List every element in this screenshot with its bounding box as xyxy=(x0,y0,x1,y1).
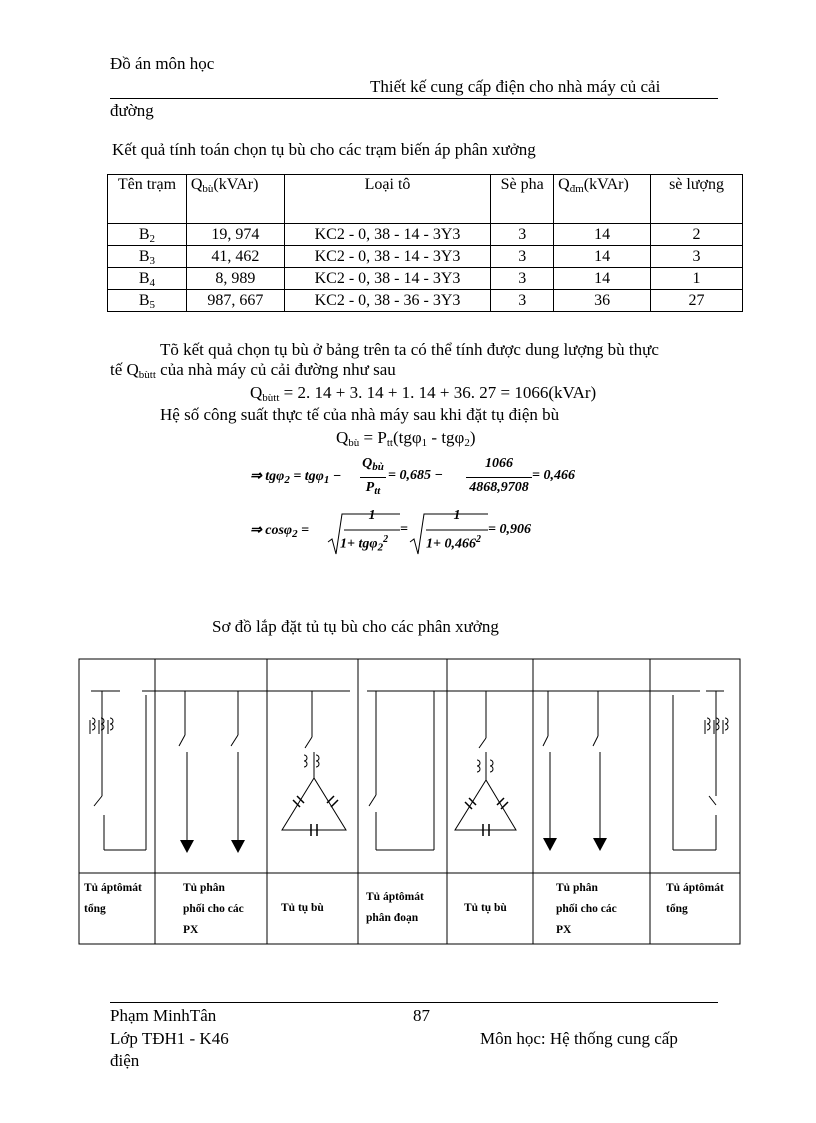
sqrt1-num: 1 xyxy=(368,508,376,523)
footer-page-number: 87 xyxy=(413,1006,430,1025)
cell-qdm: 14 xyxy=(554,246,651,268)
cell-count: 2 xyxy=(651,224,743,246)
sqrt1-den: 1+ tgφ$_2^2$ xyxy=(340,534,389,554)
cell-phase: 3 xyxy=(491,268,554,290)
footer-author: Phạm MinhTân xyxy=(110,1006,217,1025)
cell-phase: 3 xyxy=(491,224,554,246)
col-header-count: sè lượng xyxy=(651,175,743,224)
cell-qbu: 19, 974 xyxy=(186,224,284,246)
cell-station: $B_4$ xyxy=(108,268,187,290)
paragraph-1-line-2: tế $Q_{bùtt}$ của nhà máy củ cải đường như sau xyxy=(110,360,396,381)
cell-count: 1 xyxy=(651,268,743,290)
label-main-breaker-right: Tủ áptômát tổng xyxy=(666,882,724,915)
cell-phase: 3 xyxy=(491,290,554,312)
cell-qdm: 14 xyxy=(554,268,651,290)
footer-rule xyxy=(110,1002,718,1003)
label-distribution-right: Tủ phân phối cho các PX xyxy=(556,882,617,936)
formula-frac-num: $Q_{bù}$ xyxy=(362,456,384,473)
formula-frac2-den: 4868,9708 xyxy=(469,480,529,495)
footer-continuation: điện xyxy=(110,1051,140,1070)
cell-qdm: 36 xyxy=(554,290,651,312)
label-distribution-left: Tủ phân phối cho các PX xyxy=(183,882,244,936)
label-sectional-breaker: Tủ áptômát phân đoạn xyxy=(366,891,424,924)
diagram-title: Sơ đồ lắp đặt tủ tụ bù cho các phân xưởng xyxy=(212,617,499,636)
formula-mid: = 0,685 − xyxy=(388,468,443,483)
cell-type: KC2 - 0, 38 - 36 - 3Y3 xyxy=(284,290,490,312)
col-header-station: Tên trạm xyxy=(108,175,187,224)
cell-station: $B_3$ xyxy=(108,246,187,268)
equation-qbutt: $Q_{bùtt} = 2$. 14 + 3. 14 + 1. 14 + 36. 27 = 1066(kVAr) xyxy=(250,383,597,404)
cell-qbu: 41, 462 xyxy=(186,246,284,268)
label-capacitor-right: Tủ tụ bù xyxy=(464,902,507,914)
header-continuation: đường xyxy=(110,101,154,120)
cell-qbu: 8, 989 xyxy=(186,268,284,290)
section-title: Kết quả tính toán chọn tụ bù cho các trạm biến áp phân xưởng xyxy=(112,140,536,159)
header-right: Thiết kế cung cấp điện cho nhà máy củ cải xyxy=(370,77,661,96)
equation-qbu: $Q_{bù} = P_{tt}(tg\varphi_1 - tg\varphi_2)$ xyxy=(336,428,476,449)
cell-type: KC2 - 0, 38 - 14 - 3Y3 xyxy=(284,246,490,268)
label-capacitor-left: Tủ tụ bù xyxy=(281,902,324,914)
cell-station: $B_5$ xyxy=(108,290,187,312)
col-header-qdm: $Q_{đm}(kVAr)$ xyxy=(554,175,651,224)
col-header-phase: Sè pha xyxy=(491,175,554,224)
cell-count: 3 xyxy=(651,246,743,268)
formula-frac-den: $P_{tt}$ xyxy=(365,480,381,497)
paragraph-1-line-1: Tõ kết quả chọn tụ bù ở bảng trên ta có thể tính được dung lượng bù thực xyxy=(160,340,659,359)
sqrt2-den: $1+ 0,466^2$ xyxy=(426,534,481,552)
formula-cos-phi-2: ⇒ cosφ$_2$ = xyxy=(250,523,310,540)
header-left: Đồ án môn học xyxy=(110,54,215,73)
label-main-breaker-left: Tủ áptômát tổng xyxy=(84,882,142,915)
formula2-result: = 0,906 xyxy=(488,522,531,537)
footer-class: Lớp TĐH1 - K46 xyxy=(110,1029,229,1048)
cell-qbu: 987, 667 xyxy=(186,290,284,312)
cell-type: KC2 - 0, 38 - 14 - 3Y3 xyxy=(284,268,490,290)
col-header-type: Loại tô xyxy=(284,175,490,224)
formula-tg-phi-2: ⇒ tgφ$_2$ = tgφ$_1$ − xyxy=(250,469,342,486)
cell-station: $B_2$ xyxy=(108,224,187,246)
cell-count: 27 xyxy=(651,290,743,312)
col-header-qbu: $Q_{bù}(kVAr)$ xyxy=(186,175,284,224)
footer-subject: Môn học: Hệ thống cung cấp xyxy=(480,1029,678,1048)
cell-qdm: 14 xyxy=(554,224,651,246)
cell-type: KC2 - 0, 38 - 14 - 3Y3 xyxy=(284,224,490,246)
sqrt2-num: 1 xyxy=(453,508,461,523)
cell-phase: 3 xyxy=(491,246,554,268)
formula-result: = 0,466 xyxy=(532,468,575,483)
formula-frac2-num: 1066 xyxy=(485,456,513,471)
formula2-eq: = xyxy=(400,522,408,537)
paragraph-2: Hệ số công suất thực tế của nhà máy sau khi đặt tụ điện bù xyxy=(160,405,560,424)
